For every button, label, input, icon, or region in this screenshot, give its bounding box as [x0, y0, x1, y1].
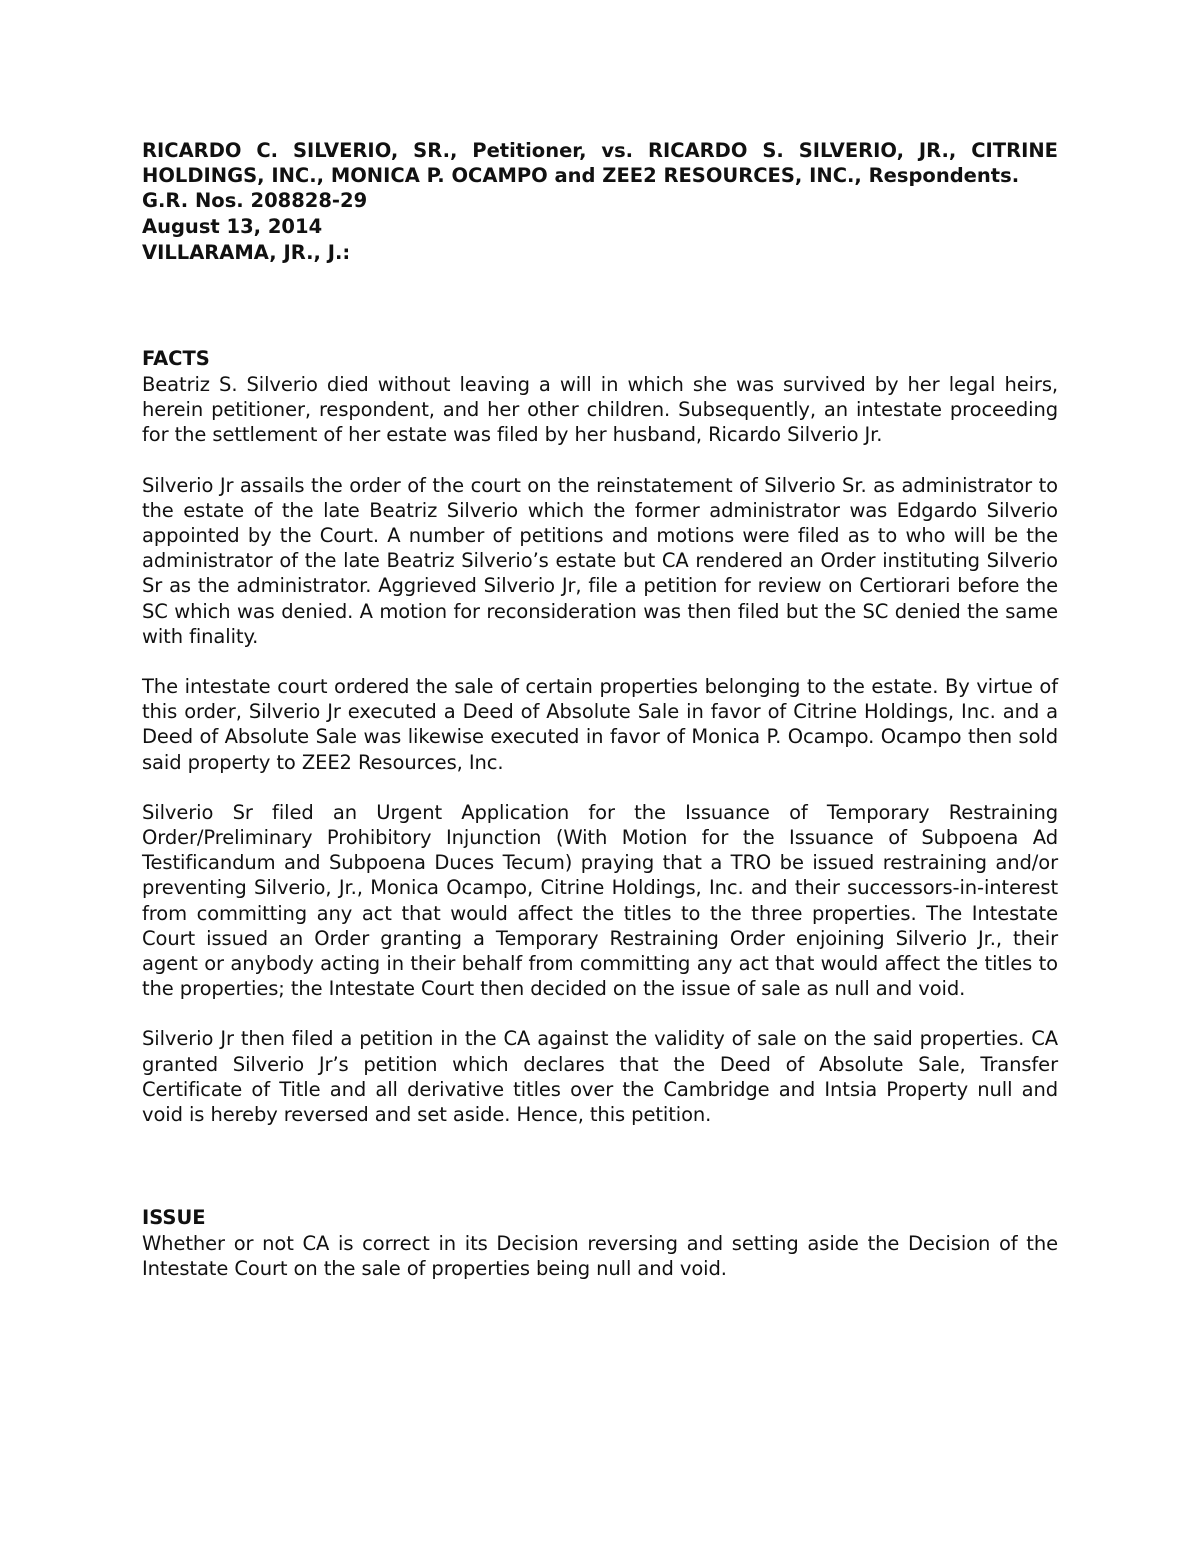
decision-date: August 13, 2014 [142, 215, 323, 238]
facts-paragraph: Silverio Jr then filed a petition in the CA against the validity of sale on the said properties. CA granted Silverio Jr’s petition which declares that the Deed of Absolute Sale, Transfer Certificate of Title and all derivative titles over the Cambridge and Intsia Property null and void is hereby reversed and set aside. Hence, this petition. [142, 1027, 1058, 1127]
facts-paragraph: Beatriz S. Silverio died without leaving a will in which she was survived by her legal heirs, herein petitioner, respondent, and her other children. Subsequently, an intestate proceeding for the settlement of her estate was filed by her husband, Ricardo Silverio Jr. [142, 373, 1058, 447]
facts-paragraph: The intestate court ordered the sale of certain properties belonging to the estate. By virtue of this order, Silverio Jr executed a Deed of Absolute Sale in favor of Citrine Holdings, Inc. and a Deed of Absolute Sale was likewise executed in favor of Monica P. Ocampo. Ocampo then sold said property to ZEE2 Resources, Inc. [142, 675, 1058, 774]
issue-heading: ISSUE [142, 1206, 206, 1230]
issue-text: Whether or not CA is correct in its Decision reversing and setting aside the Decision of the Intestate Court on the sale of properties being null and void. [142, 1232, 1058, 1281]
facts-heading: FACTS [142, 347, 210, 370]
issue-section [142, 1205, 1058, 1281]
facts-paragraph: Silverio Sr filed an Urgent Application for the Issuance of Temporary Restraining Order/Preliminary Prohibitory Injunction (With Motion for the Issuance of Subpoena Ad Testificandum and Subpoena Duces Tecum) praying that a TRO be issued restraining and/or preventing Silverio, Jr., Monica Ocampo, Citrine Holdings, Inc. and their successors-in-interest from committing any act that would affect the titles to the three properties. The Intestate Court issued an Order granting a Temporary Restraining Order enjoining Silverio Jr., their agent or anybody acting in their behalf from committing any act that would affect the titles to the properties; the Intestate Court then decided on the issue of sale as null and void. [142, 800, 1058, 1001]
facts-paragraph: Silverio Jr assails the order of the court on the reinstatement of Silverio Sr. as administrator to the estate of the late Beatriz Silverio which the former administrator was Edgardo Silverio appointed by the Court. A number of petitions and motions were filed as to who will be the administrator of the late Beatriz Silverio’s estate but CA rendered an Order instituting Silverio Sr as the administrator. Aggrieved Silverio Jr, file a petition for review on Certiorari before the SC which was denied. A motion for reconsideration was then filed but the SC denied the same with finality. [142, 473, 1058, 648]
gr-number: G.R. Nos. 208828-29 [142, 189, 368, 212]
document-page [142, 138, 1058, 1282]
case-title: RICARDO C. SILVERIO, SR., Petitioner, vs. RICARDO S. SILVERIO, JR., CITRINE HOLDINGS, INC., MONICA P. OCAMPO and ZEE2 RESOURCES, INC., Respondents. [142, 139, 1058, 187]
ponente: VILLARAMA, JR., J.: [142, 241, 351, 264]
facts-section [142, 346, 1058, 1127]
